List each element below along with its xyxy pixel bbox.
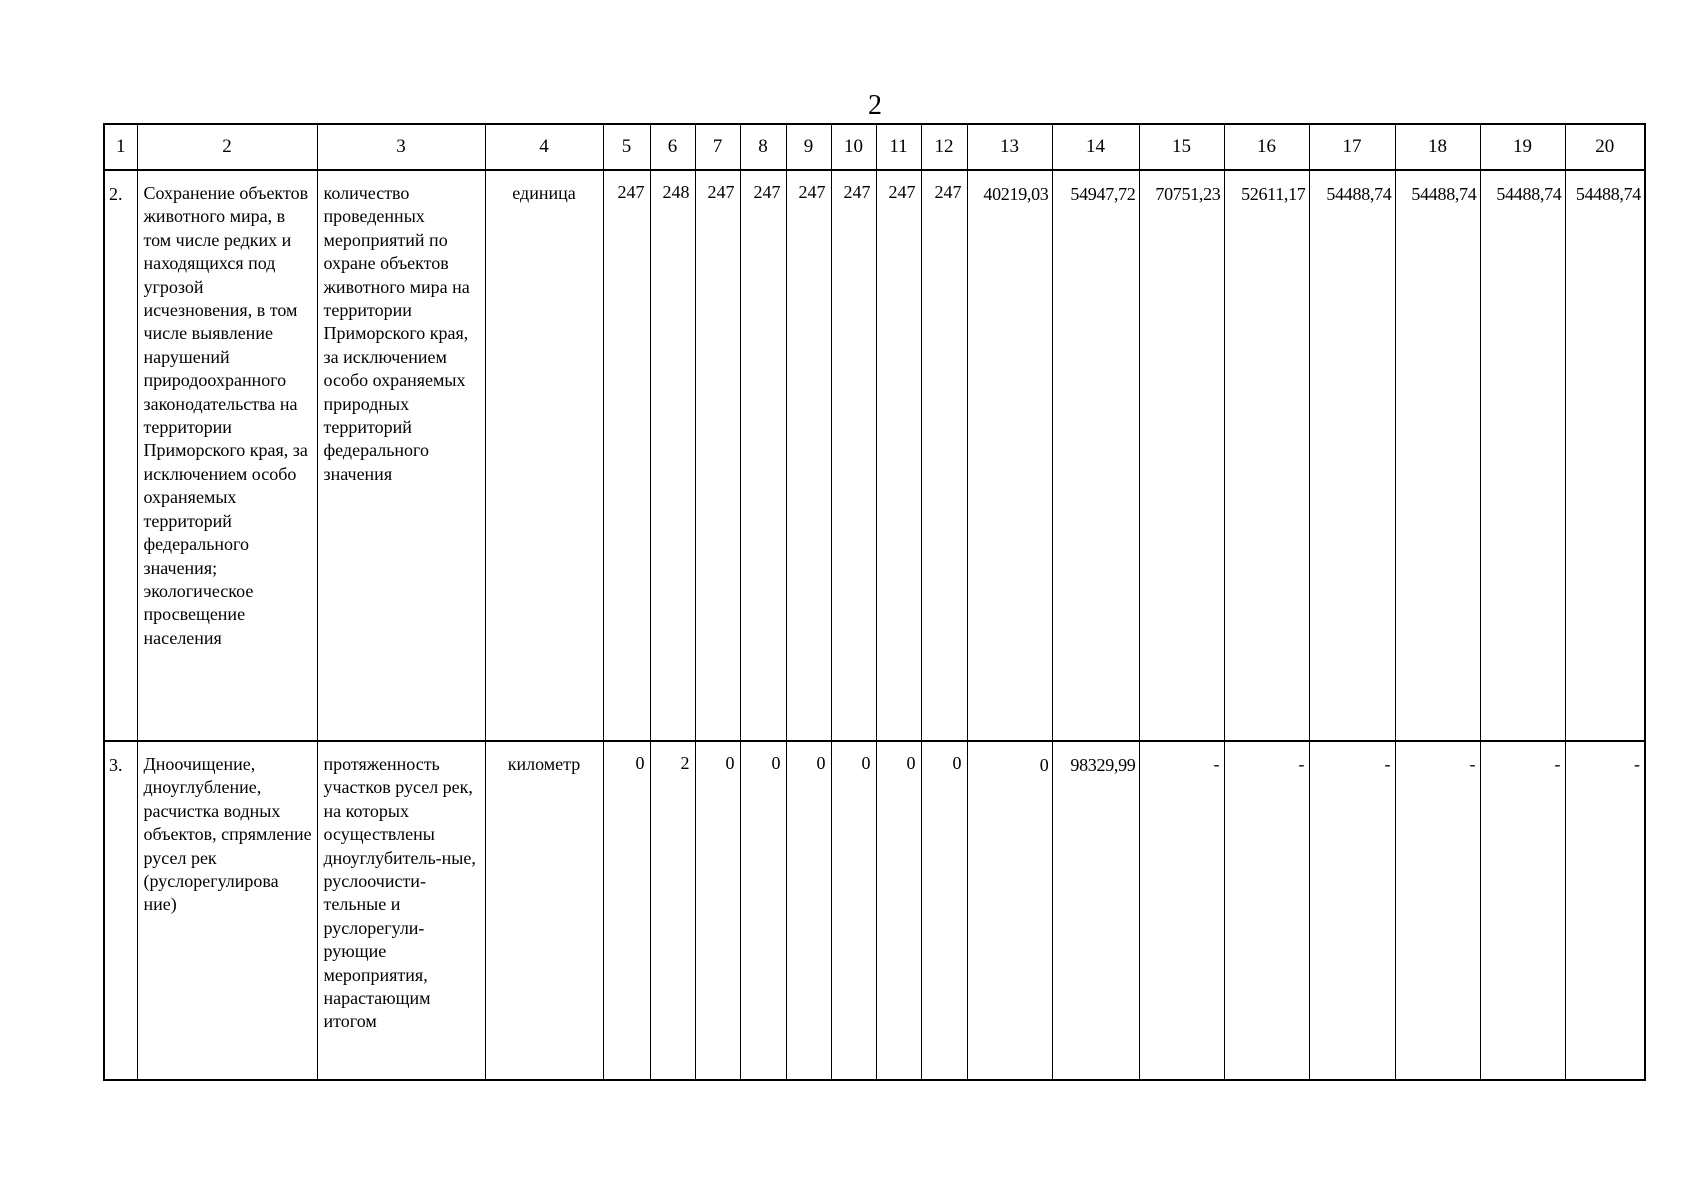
value-cell: 0 bbox=[921, 741, 967, 1080]
value-cell: 247 bbox=[921, 170, 967, 741]
header-cell: 1 bbox=[104, 124, 137, 170]
value-cell: 247 bbox=[603, 170, 650, 741]
row-number: 2. bbox=[104, 170, 137, 741]
finance-cell: 54947,72 bbox=[1052, 170, 1139, 741]
finance-cell: 52611,17 bbox=[1224, 170, 1309, 741]
value-cell: 0 bbox=[740, 741, 786, 1080]
header-cell: 19 bbox=[1480, 124, 1565, 170]
table-row bbox=[104, 741, 1645, 1080]
finance-cell: - bbox=[1565, 741, 1645, 1080]
value-cell: 247 bbox=[740, 170, 786, 741]
finance-cell: 0 bbox=[967, 741, 1052, 1080]
finance-cell: 40219,03 bbox=[967, 170, 1052, 741]
finance-cell: 54488,74 bbox=[1480, 170, 1565, 741]
header-cell: 12 bbox=[921, 124, 967, 170]
header-cell: 8 bbox=[740, 124, 786, 170]
value-cell: 247 bbox=[695, 170, 740, 741]
header-cell: 5 bbox=[603, 124, 650, 170]
value-cell: 247 bbox=[876, 170, 921, 741]
value-cell: 0 bbox=[831, 741, 876, 1080]
finance-cell: - bbox=[1395, 741, 1480, 1080]
header-cell: 18 bbox=[1395, 124, 1480, 170]
finance-cell: 70751,23 bbox=[1139, 170, 1224, 741]
finance-cell: 98329,99 bbox=[1052, 741, 1139, 1080]
finance-cell: 54488,74 bbox=[1395, 170, 1480, 741]
header-cell: 14 bbox=[1052, 124, 1139, 170]
header-cell: 3 bbox=[317, 124, 485, 170]
table-row bbox=[104, 170, 1645, 741]
value-cell: 247 bbox=[786, 170, 831, 741]
row-name: Дноочищение, дноуглубление, расчистка водных объектов, спрямление русел рек (руслорегулирова ние) bbox=[137, 741, 317, 1080]
header-cell: 7 bbox=[695, 124, 740, 170]
value-cell: 0 bbox=[786, 741, 831, 1080]
header-cell: 20 bbox=[1565, 124, 1645, 170]
value-cell: 248 bbox=[650, 170, 695, 741]
row-indicator: протяженность участков русел рек, на которых осуществлены дноуглубитель-ные, руслоочисти-тельные и руслорегули-рующие мероприятия, нарастающим итогом bbox=[317, 741, 485, 1080]
value-cell: 247 bbox=[831, 170, 876, 741]
value-cell: 0 bbox=[876, 741, 921, 1080]
row-name: Сохранение объектов животного мира, в том числе редких и находящихся под угрозой исчезновения, в том числе выявление нарушений природоохранного законодательства на территории Приморского края, за исключением особо охраняемых территорий федерального значения; экологическое просвещение населения bbox=[137, 170, 317, 741]
finance-cell: - bbox=[1309, 741, 1395, 1080]
finance-cell: - bbox=[1480, 741, 1565, 1080]
row-indicator: количество проведенных мероприятий по охране объектов животного мира на территории Приморского края, за исключением особо охраняемых природных территорий федерального значения bbox=[317, 170, 485, 741]
row-unit: километр bbox=[485, 741, 603, 1080]
value-cell: 0 bbox=[603, 741, 650, 1080]
header-cell: 2 bbox=[137, 124, 317, 170]
finance-cell: 54488,74 bbox=[1565, 170, 1645, 741]
finance-cell: - bbox=[1139, 741, 1224, 1080]
header-cell: 17 bbox=[1309, 124, 1395, 170]
header-cell: 11 bbox=[876, 124, 921, 170]
header-cell: 6 bbox=[650, 124, 695, 170]
finance-cell: 54488,74 bbox=[1309, 170, 1395, 741]
row-unit: единица bbox=[485, 170, 603, 741]
header-cell: 13 bbox=[967, 124, 1052, 170]
header-cell: 10 bbox=[831, 124, 876, 170]
header-row bbox=[104, 124, 1645, 170]
row-number: 3. bbox=[104, 741, 137, 1080]
finance-cell: - bbox=[1224, 741, 1309, 1080]
header-cell: 16 bbox=[1224, 124, 1309, 170]
header-cell: 4 bbox=[485, 124, 603, 170]
value-cell: 0 bbox=[695, 741, 740, 1080]
page-number: 2 bbox=[868, 90, 882, 121]
value-cell: 2 bbox=[650, 741, 695, 1080]
indicators-table bbox=[103, 123, 1646, 1081]
header-cell: 15 bbox=[1139, 124, 1224, 170]
header-cell: 9 bbox=[786, 124, 831, 170]
